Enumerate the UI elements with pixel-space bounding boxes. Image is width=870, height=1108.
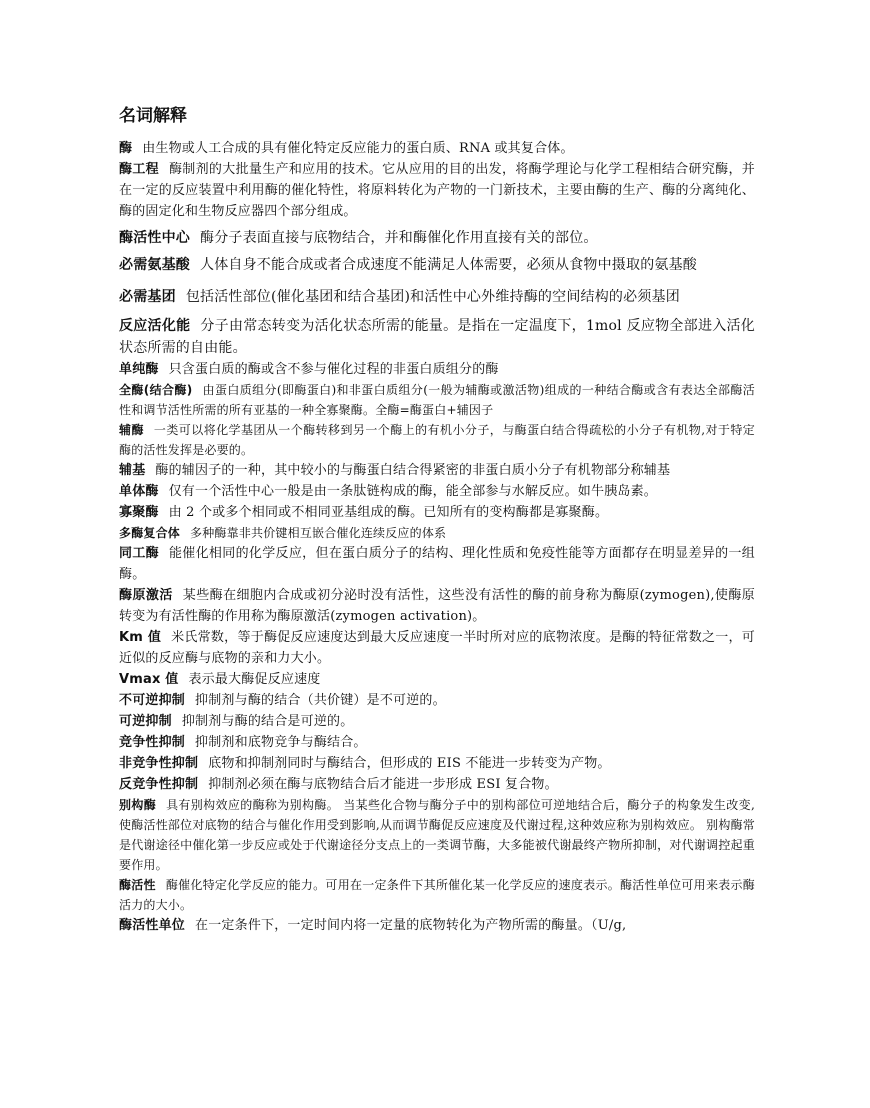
entry-monomeric-enzyme: [119, 481, 755, 502]
document-page: [119, 104, 755, 936]
entry-allosteric-enzyme: [119, 795, 755, 875]
entry-term: Vmax 值: [119, 672, 179, 687]
entry-holoenzyme: [119, 380, 755, 420]
entry-definition: 酶的辅因子的一种，其中较小的与酶蛋白结合得紧密的非蛋白质小分子有机物部分称辅基: [155, 463, 671, 478]
entry-definition: 抑制剂必须在酶与底物结合后才能进一步形成 ESI 复合物。: [208, 777, 558, 792]
entry-definition: 人体自身不能合成或者合成速度不能满足人体需要，必须从食物中摄取的氨基酸: [200, 257, 697, 273]
entry-definition: 多种酶靠非共价键相互嵌合催化连续反应的体系: [190, 526, 447, 540]
entry-definition: 抑制剂和底物竞争与酶结合。: [195, 735, 367, 750]
entry-irreversible-inhibition: [119, 690, 755, 711]
entry-enzyme-activity: [119, 875, 755, 915]
entry-multienzyme-complex: [119, 523, 755, 543]
entry-activation-energy: [119, 315, 755, 359]
entry-definition: 包括活性部位(催化基团和结合基团)和活性中心外维持酶的空间结构的必须基团: [185, 289, 680, 305]
entry-term: 必需基团: [119, 289, 176, 305]
entry-uncompetitive-inhibition: [119, 774, 755, 795]
entry-zymogen-activation: [119, 585, 755, 627]
entry-noncompetitive-inhibition: [119, 753, 755, 774]
section-heading: 名词解释: [119, 106, 187, 126]
entry-definition: 由生物或人工合成的具有催化特定反应能力的蛋白质、RNA 或其复合体。: [142, 141, 574, 156]
entry-term: 寡聚酶: [119, 505, 159, 520]
entry-term: 酶活性: [119, 878, 156, 892]
entry-term: 单体酶: [119, 484, 159, 499]
entry-term: 必需氨基酸: [119, 257, 190, 273]
entry-km-value: [119, 627, 755, 669]
entry-definition: 抑制剂与酶的结合（共价键）是不可逆的。: [195, 693, 446, 708]
entry-definition: 酶分子表面直接与底物结合，并和酶催化作用直接有关的部位。: [200, 230, 598, 246]
entry-definition: 酶催化特定化学反应的能力。可用在一定条件下其所催化某一化学反应的速度表示。酶活性单位可用来表示酶活力的大小。: [119, 878, 755, 912]
entry-simple-enzyme: [119, 359, 755, 380]
entry-enzyme-activity-unit: [119, 915, 755, 936]
entry-definition: 一类可以将化学基团从一个酶转移到另一个酶上的有机小分子，与酶蛋白结合得疏松的小分子有机物,对于特定酶的活性发挥是必要的。: [119, 423, 755, 457]
entry-term: 单纯酶: [119, 362, 159, 377]
entry-reversible-inhibition: [119, 711, 755, 732]
entry-term: 同工酶: [119, 546, 159, 561]
entry-definition: 抑制剂与酶的结合是可逆的。: [181, 714, 354, 729]
entry-term: 可逆抑制: [119, 714, 172, 729]
entry-definition: 在一定条件下，一定时间内将一定量的底物转化为产物所需的酶量。（U/g,: [195, 918, 627, 933]
entry-term: 不可逆抑制: [119, 693, 186, 708]
entry-definition: 表示最大酶促反应速度: [188, 672, 321, 687]
entry-enzyme: [119, 138, 755, 159]
entry-definition: 能催化相同的化学反应，但在蛋白质分子的结构、理化性质和免疫性能等方面都存在明显差异的一组酶。: [119, 546, 755, 582]
entry-term: 酶活性单位: [119, 918, 186, 933]
entry-term: 全酶(结合酶): [119, 383, 193, 397]
entry-definition: 由蛋白质组分(即酶蛋白)和非蛋白质组分(一般为辅酶或激活物)组成的一种结合酶或含有表达全部酶活性和调节活性所需的所有亚基的一种全寡聚酶。全酶=酶蛋白+辅因子: [119, 383, 755, 417]
entry-definition: 某些酶在细胞内合成或初分泌时没有活性，这些没有活性的酶的前身称为酶原(zymogen),使酶原转变为有活性酶的作用称为酶原激活(zymogen activation)。: [119, 588, 755, 624]
entry-term: 酶工程: [119, 162, 159, 177]
entry-term: 酶: [119, 141, 133, 156]
entry-definition: 由 2 个或多个相同或不相同亚基组成的酶。已知所有的变构酶都是寡聚酶。: [168, 505, 609, 520]
entry-definition: 底物和抑制剂同时与酶结合，但形成的 EIS 不能进一步转变为产物。: [208, 756, 611, 771]
entry-prosthetic-group: [119, 460, 755, 481]
entry-essential-amino-acid: [119, 254, 755, 276]
entry-term: 酶原激活: [119, 588, 173, 603]
entry-term: 反竞争性抑制: [119, 777, 199, 792]
entry-definition: 仅有一个活性中心一般是由一条肽链构成的酶，能全部参与水解反应。如牛胰岛素。: [168, 484, 658, 499]
entry-term: 辅酶: [119, 423, 144, 437]
entry-definition: 米氏常数，等于酶促反应速度达到最大反应速度一半时所对应的底物浓度。是酶的特征常数之一，可近似的反应酶与底物的亲和力大小。: [119, 630, 755, 666]
entry-isozyme: [119, 543, 755, 585]
entry-term: Km 值: [119, 630, 162, 645]
entry-definition: 只含蛋白质的酶或含不参与催化过程的非蛋白质组分的酶: [168, 362, 499, 377]
entry-term: 酶活性中心: [119, 230, 190, 246]
entry-vmax-value: [119, 669, 755, 690]
entry-active-center: [119, 227, 755, 249]
entry-definition: 酶制剂的大批量生产和应用的技术。它从应用的目的出发，将酶学理论与化学工程相结合研究酶，并在一定的反应装置中利用酶的催化特性，将原料转化为产物的一门新技术，主要由酶的生产、酶的分离纯化、酶的固定化和生物反应器四个部分组成。: [119, 162, 755, 219]
entry-term: 非竞争性抑制: [119, 756, 199, 771]
entry-term: 多酶复合体: [119, 526, 181, 540]
entry-oligomeric-enzyme: [119, 502, 755, 523]
entry-coenzyme: [119, 420, 755, 460]
entry-competitive-inhibition: [119, 732, 755, 753]
entry-essential-group: [119, 281, 755, 313]
entry-enzyme-engineering: [119, 159, 755, 222]
entry-term: 别构酶: [119, 798, 157, 812]
entry-term: 竞争性抑制: [119, 735, 186, 750]
entry-definition: 分子由常态转变为活化状态所需的能量。是指在一定温度下，1mol 反应物全部进入活化状态所需的自由能。: [119, 318, 755, 356]
entry-definition: 具有别构效应的酶称为别构酶。 当某些化合物与酶分子中的别构部位可逆地结合后，酶分子的构象发生改变,使酶活性部位对底物的结合与催化作用受到影响,从而调节酶促反应速度及代谢过程,这种效应称为别构效应。 别构酶常是代谢途径中催化第一步反应或处于代谢途径分支点上的一类调节酶，大多能被代谢最终产物所抑制，对代谢调控起重要作用。: [119, 798, 755, 872]
entry-term: 反应活化能: [119, 318, 191, 334]
entry-term: 辅基: [119, 463, 146, 478]
